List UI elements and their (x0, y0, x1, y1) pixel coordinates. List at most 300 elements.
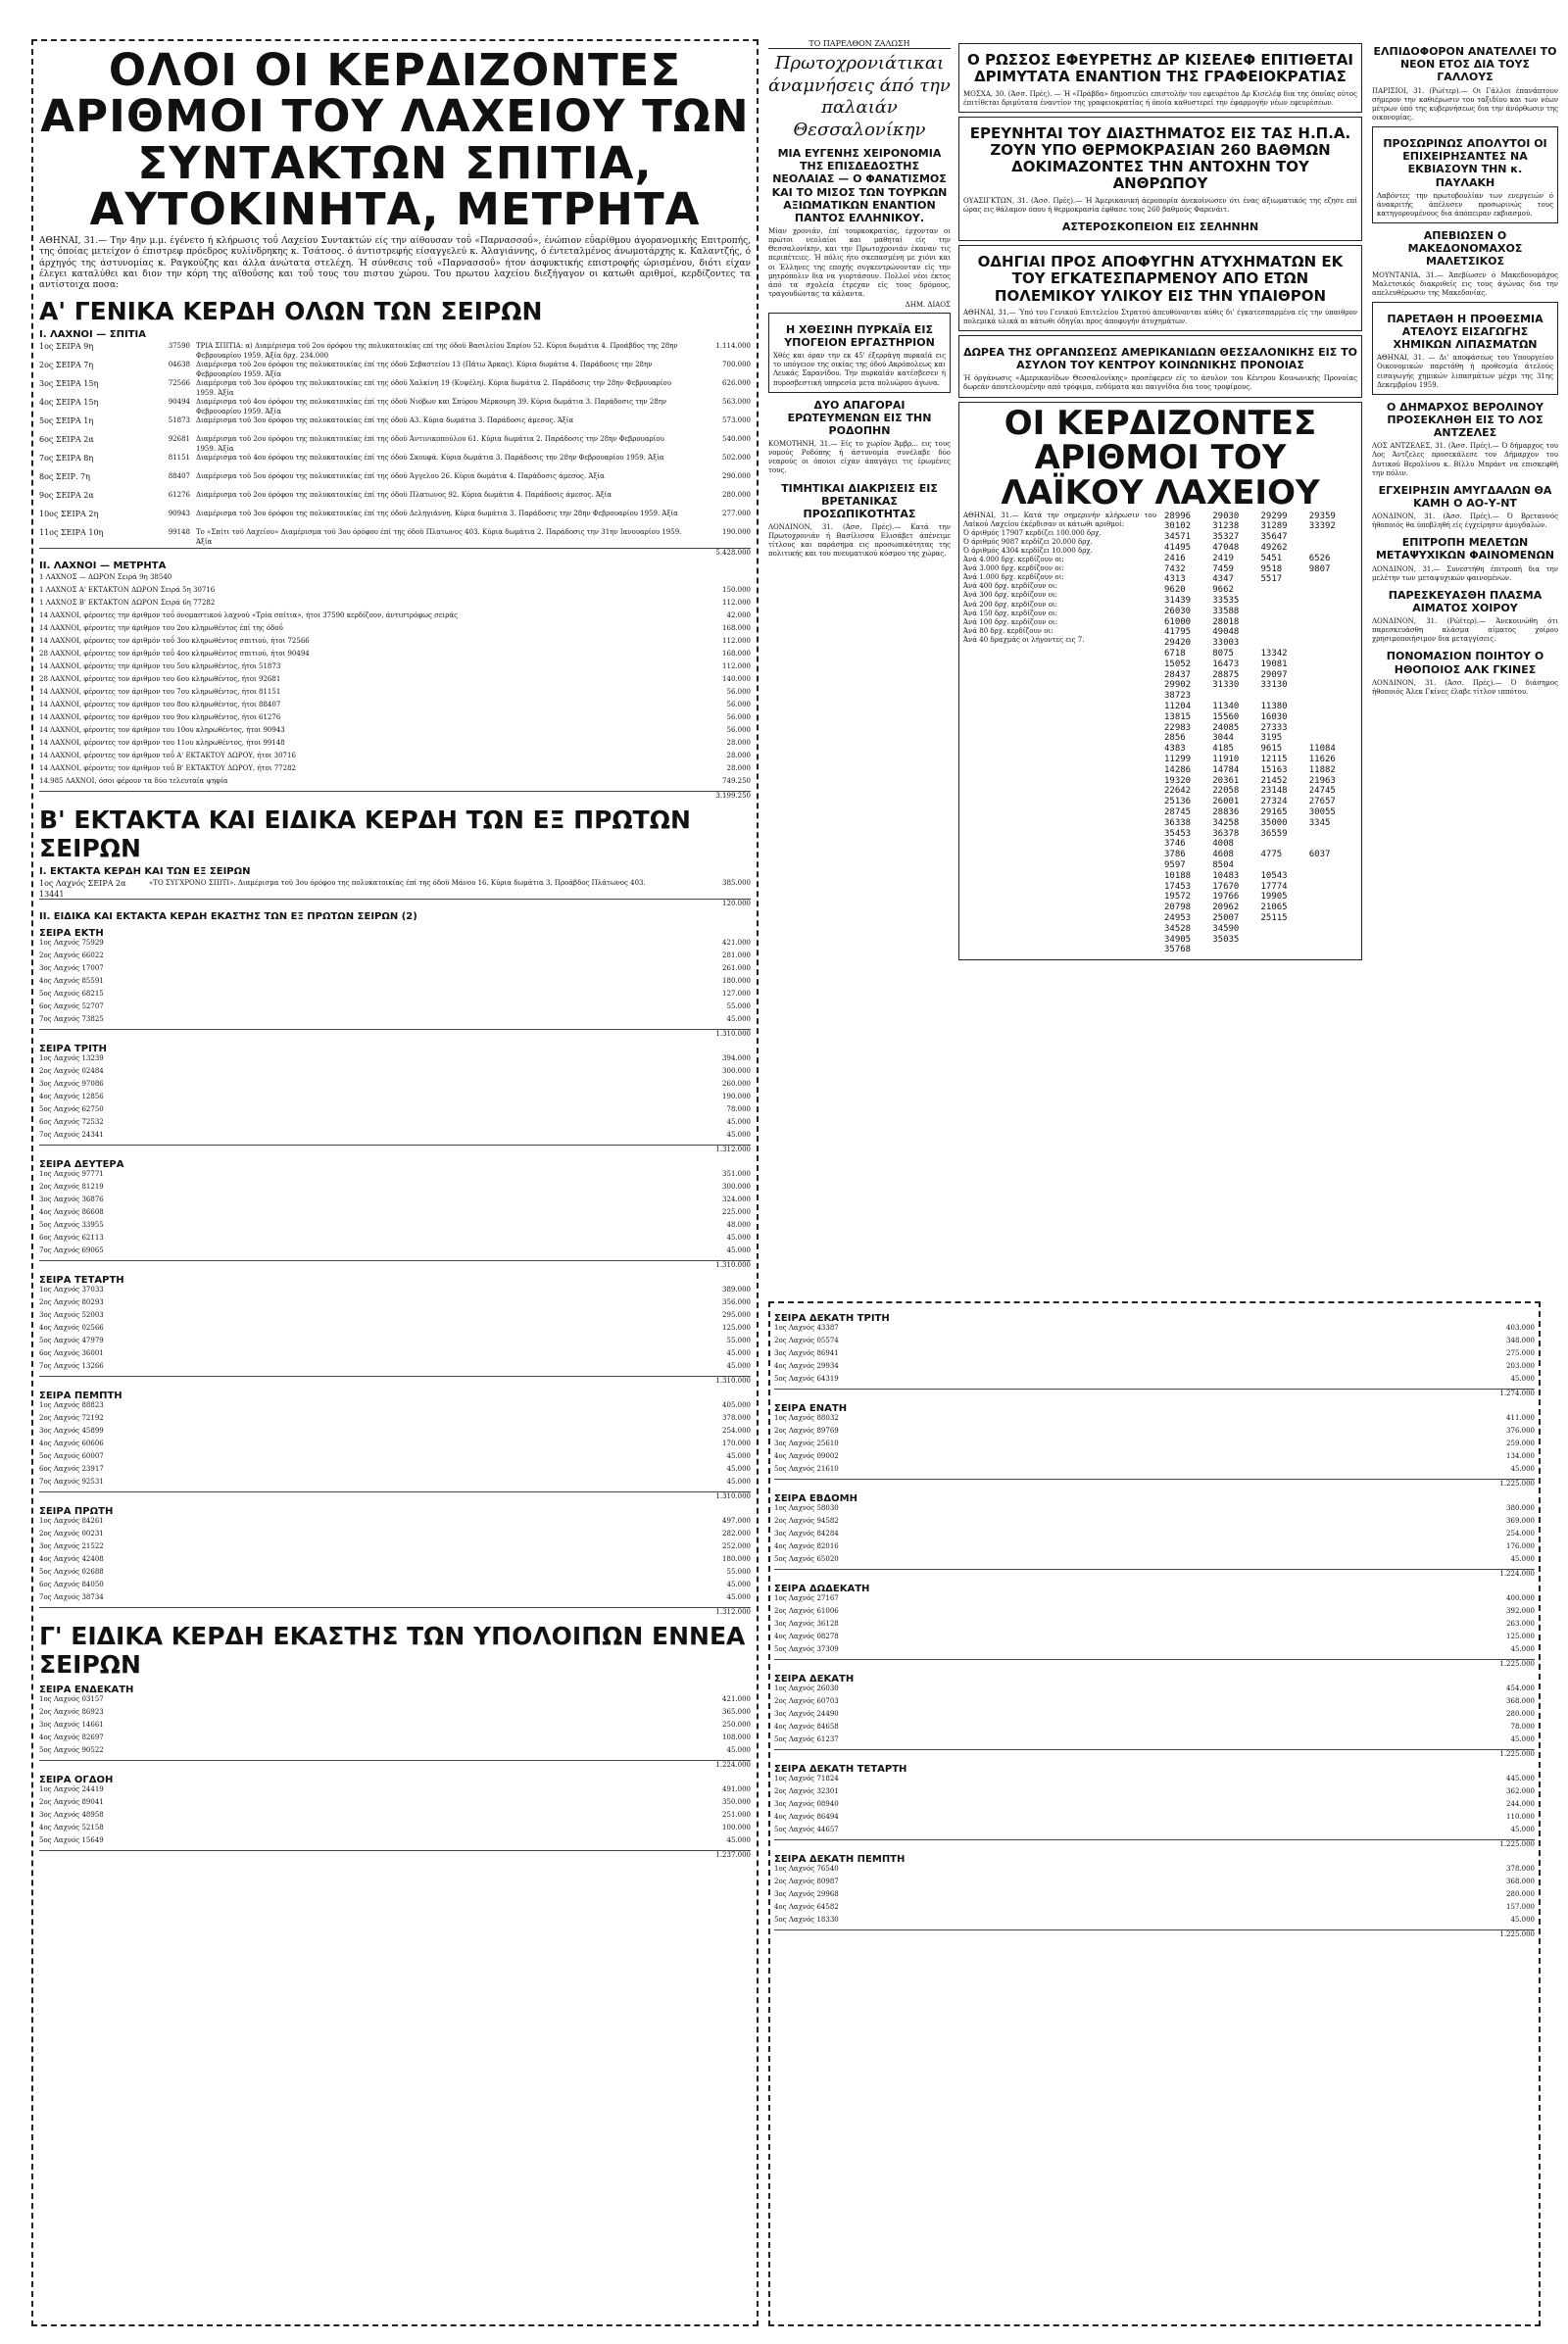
winning-number: 20798 (1164, 903, 1192, 913)
series-ticket: 7ος Λαχνός 38734 (39, 1593, 104, 1602)
series-amount: 368.000 (1506, 1697, 1535, 1705)
cash-prize-row (39, 777, 751, 790)
series-row (39, 1324, 751, 1337)
series-ticket: 2ος Λαχνός 72192 (39, 1414, 104, 1423)
prize-rank: 5ος ΣΕΙΡΑ 1η (39, 416, 94, 426)
cash-prize-desc: 1 ΛΑΧΝΟΣ — ΔΩΡΟΝ Σειρά 9η 38540 (39, 573, 172, 582)
lead-paragraph: ΑΘΗΝΑΙ, 31.— Την 4ην μ.μ. έγένετο ή κλήρωσις τοΰ Λαχείου Συντακτών είς την αίθουσαν τοΰ «Παρνασσοΰ», ένώπιον εΰαρίθμου άγορανομικής Επιτροπής, της όποίας μετείχον ό έπιστρεφ πρόεδρος κυλίνδρηκης κ. Τσάτσος. ό άντιστρεφής είσαγγελεύ κ. Άλαγιάννης, ό έντεταλμένος άνωμοτάρχης κ. Καλαντζής, ό άρχηγός της άστυνομίας κ. Ραγκούζης και άλλα άνώτατα στελέχη. Ή σύνθεσις τοΰ «Παρνασσοΰ» ήτον άσφυκτικής επιστροφής ώρισμένου, διότι είχαν έλεγει καταλύθει και διον την κόρη της αϊθοΰσης και τοΰ τους του πιστου χώρου. Του πρωτου λαχείου διεξήγαγον οι κατωθι αριθμοί, κερδίζοντες τα αντίστοιχα ποσα: (39, 236, 751, 290)
winning-number (1261, 596, 1309, 607)
space-headline: ΕΡΕΥΝΗΤΑΙ ΤΟΥ ΔΙΑΣΤΗΜΑΤΟΣ ΕΙΣ ΤΑΣ Η.Π.Α. ΖΟΥΝ ΥΠΟ ΘΕΡΜΟΚΡΑΣΙΑΝ 260 ΒΑΘΜΩΝ ΔΟΚΙΜΑΖΟΝΤΕΣ ΤΗΝ ΑΝΤΟΧΗΝ ΤΟΥ ΑΝΘΡΩΠΟΥ (969, 123, 1351, 193)
series-amount: 108.000 (722, 1734, 751, 1742)
prize-rank: 2ος ΣΕΙΡΑ 7η (39, 361, 94, 370)
winning-number (1261, 839, 1309, 850)
donation-article (958, 335, 1362, 398)
series-heading: ΣΕΙΡΑ ΔΕΚΑΤΗ ΤΡΙΤΗ (774, 1313, 890, 1324)
prize-description: Διαμέρισμα τοΰ 4ου όρόφου της πολυκατοικίας έπί της όδοΰ Σκουφά. Κύρια δωμάτια 3. Παράδοσις την 28ην Φεβρουαρίου 1959. Άξία (196, 454, 664, 463)
winning-number: 4608 (1212, 850, 1234, 860)
winning-number (1309, 882, 1357, 893)
series-row (39, 1337, 751, 1349)
series-ticket: 2ος Λαχνός 89041 (39, 1798, 104, 1807)
prize-amount: 190.000 (722, 528, 751, 537)
series-amount: 100.000 (722, 1824, 751, 1832)
cash-prize-desc: 14 ΛΑΧΝΟΙ, φέροντες τον άριθμον του 10ου κληρωθέντος, ήτοι 90943 (39, 726, 285, 735)
series-block (39, 1044, 751, 1153)
winning-number: 9662 (1212, 585, 1234, 596)
series-amount: 45.000 (1510, 1465, 1535, 1473)
winning-number: 3044 (1212, 733, 1234, 744)
series-row (39, 1746, 751, 1759)
winning-number (1261, 607, 1309, 617)
winning-number (1309, 903, 1357, 913)
series-block (774, 1313, 1535, 1397)
series-amount: 45.000 (726, 1478, 751, 1487)
cash-prize-amount: 28.000 (726, 739, 751, 748)
series-row (39, 1349, 751, 1362)
winning-number (1309, 659, 1357, 670)
series-ticket: 6ος Λαχνός 84050 (39, 1581, 104, 1589)
series-row (39, 1105, 751, 1118)
series-ticket: 7ος Λαχνός 92531 (39, 1478, 104, 1487)
series-ticket: 3ος Λαχνός 25610 (774, 1440, 839, 1447)
winning-number (1309, 839, 1357, 850)
cash-prize-row (39, 624, 751, 637)
series-ticket: 5ος Λαχνός 60007 (39, 1452, 104, 1461)
prize-amount: 1.114.000 (715, 342, 751, 351)
series-ticket: 2ος Λαχνός 00231 (39, 1530, 104, 1538)
series-row (774, 1349, 1535, 1362)
series-ticket: 2ος Λαχνός 60703 (774, 1697, 839, 1705)
winning-number: 24085 (1212, 722, 1240, 733)
series-row (774, 1878, 1535, 1890)
lottery-results-column (31, 39, 759, 2326)
series-ticket: 4ος Λαχνός 52158 (39, 1824, 104, 1832)
news-column (958, 39, 1362, 1284)
series-ticket: 4ος Λαχνός 64582 (774, 1903, 839, 1911)
series-row (774, 1787, 1535, 1800)
prize-line: Άνά 3.000 δρχ. κερδίζουν οι: (963, 564, 1064, 573)
cash-prize-row (39, 662, 751, 675)
cash-prize-amount: 56.000 (726, 713, 751, 722)
series-ticket: 5ος Λαχνός 68215 (39, 990, 104, 999)
tonsil-headline: ΕΓΧΕΙΡΗΣΙΝ ΑΜΥΓΔΑΛΩΝ ΘΑ ΚΑΜΗ Ο ΑΟ-Υ-ΝΤ (1378, 483, 1552, 510)
prize-description: Διαμέρισμα τοΰ 4ου όρόφου της πολυκατοικίας έπί της όδοΰ Νιόβων και Σπύρου Μέρκουρη 39. Κύρια δωμάτια 3. Παράδοσις την 28ην Φεβρουαρίου 1959. Άξία (196, 398, 667, 415)
fire-body: Χθές και όραν την εκ 45' έξερράγη πυρκαϊά εις το υπόγειον της οικίας της όδού Ακρόπολεως και Λευκάς Σαρανίδου. Την πυρκαϊάν κατέσβεσεν ή πυροσβεστική υπηρεσία μετα πολυώρου άγωνα. (773, 352, 946, 387)
series-row (39, 1311, 751, 1324)
series-ticket: 7ος Λαχνός 13266 (39, 1362, 104, 1371)
series-amount: 225.000 (722, 1208, 751, 1217)
series-ticket: 5ος Λαχνός 18330 (774, 1916, 839, 1924)
series-row (774, 1414, 1535, 1427)
series-row (774, 1723, 1535, 1735)
series-row (39, 1478, 751, 1490)
winning-number: 27324 (1260, 797, 1288, 807)
house-prize-row (39, 342, 751, 361)
series-amount: 45.000 (726, 1746, 751, 1755)
house-prize-row (39, 361, 751, 379)
series-total: 1.224.000 (39, 1760, 751, 1769)
space-article (958, 117, 1362, 241)
winning-number (1309, 574, 1357, 585)
winning-number: 31439 (1164, 596, 1192, 606)
prize-text-column (963, 512, 1156, 955)
winning-number: 6037 (1308, 850, 1331, 860)
series-row (774, 1697, 1535, 1710)
winning-number: 29359 (1308, 511, 1336, 521)
house-prizes-list (39, 342, 751, 547)
honours-headline: ΤΙΜΗΤΙΚΑΙ ΔΙΑΚΡΙΣΕΙΣ ΕΙΣ ΒΡΕΤΑΝΙΚΑΣ ΠΡΟΣΩΠΙΚΟΤΗΤΑΣ (781, 481, 938, 520)
winning-number: 11380 (1260, 701, 1288, 711)
winning-number: 49048 (1212, 627, 1240, 638)
prize-description: Διαμέρισμα τοΰ 3ου όρόφου της πολυκατοικίας έπί της όδοΰ Δεληγιάννη. Κύρια δωμάτια 3. Παράδοσις την 28ην Φεβρουαρίου 1959. Άξία (196, 510, 678, 518)
series-amount: 45.000 (726, 1465, 751, 1474)
series-amount: 300.000 (722, 1183, 751, 1192)
obituary-body: ΜΟΥΝΤΑΝΙΑ, 31.— Άπεβίωσεν ό Μακεδονομάχος Μαλετσικός διακριθείς εις τους άγώνας δια την απελευθέρωσιν της Μακεδονίας. (1372, 270, 1558, 297)
series-amount: 275.000 (1506, 1349, 1535, 1357)
winning-number (1309, 638, 1357, 649)
prize-line: Άνά 100 δρχ. κερδίζουν οι: (963, 617, 1058, 626)
abduction-headline: ΔΥΟ ΑΠΑΓΟΡΑΙ ΕΡΩΤΕΥΜΕΝΩΝ ΕΙΣ ΤΗΝ ΡΟΔΟΠΗΝ (787, 398, 932, 437)
series-total: 1.310.000 (39, 1376, 751, 1385)
cash-prize-row (39, 650, 751, 662)
series-amount: 127.000 (722, 990, 751, 999)
winning-number: 29299 (1260, 511, 1288, 521)
cash-prize-desc: 28 ΛΑΧΝΟΙ, φέροντες τον άριθμον του 6ου κληρωθέντος, ήτοι 92681 (39, 675, 281, 684)
series-row (39, 1452, 751, 1465)
series-ticket: 5ος Λαχνός 33955 (39, 1221, 104, 1230)
prize-amount: 280.000 (722, 491, 751, 500)
prize-line: Ό άριθμός 17907 κερδίζει 100.000 δρχ. (963, 528, 1102, 537)
winning-number: 15163 (1260, 764, 1288, 775)
series-ticket: 1ος Λαχνός 13239 (39, 1054, 104, 1063)
winning-number: 33392 (1308, 521, 1336, 532)
series-row (774, 1710, 1535, 1723)
series-total: 1.312.000 (39, 1607, 751, 1616)
guinness-headline: ΠΟΝΟΜΑΣΙΟΝ ΠΟΙΗΤΟΥ Ο ΗΘΟΠΟΙΟΣ ΑΛΚ ΓΚΙΝΕΣ (1386, 650, 1544, 676)
series-block (774, 1674, 1535, 1758)
winning-number: 5517 (1260, 574, 1283, 585)
winning-number: 6718 (1164, 648, 1186, 659)
series-amount: 403.000 (1506, 1324, 1535, 1332)
series-ticket: 3ος Λαχνός 29968 (774, 1890, 839, 1898)
series-ticket: 3ος Λαχνός 36876 (39, 1196, 104, 1204)
section-a-title: Α' ΓΕΝΙΚΑ ΚΕΡΔΗ ΟΛΩΝ ΤΩΝ ΣΕΙΡΩΝ (39, 297, 543, 326)
series-amount: 157.000 (1506, 1903, 1535, 1911)
series-row (774, 1620, 1535, 1633)
series-row (39, 1183, 751, 1196)
remaining-series-list (774, 1313, 1535, 1938)
winning-number (1261, 924, 1309, 935)
series-amount: 280.000 (1506, 1890, 1535, 1898)
series-ticket: 3ος Λαχνός 08940 (774, 1800, 839, 1808)
cash-prize-row (39, 739, 751, 752)
winning-number: 27333 (1260, 722, 1288, 733)
winning-number: 8075 (1212, 648, 1234, 659)
winning-number: 10483 (1212, 870, 1240, 881)
house-prize-row (39, 491, 751, 510)
series-amount: 252.000 (722, 1542, 751, 1551)
prize-line: Άνά 1.000 δρχ. κερδίζουν οι: (963, 573, 1064, 582)
series-ticket: 7ος Λαχνός 73825 (39, 1015, 104, 1024)
winning-number (1309, 691, 1357, 702)
series-row (39, 952, 751, 964)
series-amount: 260.000 (722, 1080, 751, 1089)
winning-number (1309, 617, 1357, 628)
series-row (39, 939, 751, 952)
series-amount: 180.000 (722, 977, 751, 986)
series-amount: 389.000 (722, 1286, 751, 1294)
cash-prizes-list (39, 573, 751, 790)
winning-number: 19320 (1164, 775, 1192, 786)
winning-number: 31289 (1260, 521, 1288, 532)
winning-number (1309, 723, 1357, 734)
winning-number: 4347 (1212, 574, 1234, 585)
winning-number: 11299 (1164, 754, 1192, 764)
series-amount: 411.000 (1506, 1414, 1535, 1422)
house-prize-row (39, 398, 751, 416)
cash-prize-amount: 168.000 (722, 650, 751, 659)
series-row (774, 1800, 1535, 1813)
winning-number: 38723 (1164, 691, 1192, 702)
series-row (774, 1427, 1535, 1440)
series-total: 1.225.000 (774, 1839, 1535, 1848)
prize-amount: 700.000 (722, 361, 751, 369)
winning-number (1309, 627, 1357, 638)
series-ticket: 4ος Λαχνός 09002 (774, 1452, 839, 1460)
prize-rank: 8ος ΣΕΙΡ. 7η (39, 472, 90, 482)
winning-number: 29165 (1260, 806, 1288, 817)
series-row (39, 1721, 751, 1734)
series-amount: 251.000 (722, 1811, 751, 1820)
cash-prize-amount: 150.000 (722, 586, 751, 595)
series-amount: 491.000 (722, 1785, 751, 1794)
winning-number: 3786 (1164, 850, 1186, 860)
series-heading: ΣΕΙΡΑ ΕΚΤΗ (39, 928, 104, 940)
series-ticket: 2ος Λαχνός 61006 (774, 1607, 839, 1615)
tonsil-body: ΛΟΝΔΙΝΟΝ, 31. (Άσσ. Πρές).— Ό Βρεταννός ήθοποιός θα ύποβληθή είς έγχείρησιν άμυγδαλών. (1372, 513, 1558, 530)
series-amount: 380.000 (1506, 1504, 1535, 1512)
prize-description: Διαμέρισμα τοΰ 5ου όρόφου της πολυκατοικίας έπί της όδοΰ Άγγελου 26. Κύρια δωμάτια 4. Παράδοσις άμεσος. Άξία (196, 472, 605, 481)
series-row (39, 1440, 751, 1452)
prize-line: Άνά 4.000 δρχ. κερδίζουν οι: (963, 556, 1064, 564)
series-ticket: 1ος Λαχνός 71824 (774, 1775, 839, 1782)
series-block (39, 928, 751, 1038)
house-prize-row (39, 528, 751, 547)
series-ticket: 1ος Λαχνός 75929 (39, 939, 104, 948)
winning-number: 21065 (1260, 903, 1288, 913)
series-amount: 378.000 (1506, 1865, 1535, 1873)
series-ticket: 1ος Λαχνός 88032 (774, 1414, 839, 1422)
abduction-body: ΚΟΜΟΤΗΝΗ, 31.— Είς το χωρίον Άμβρ... εις τους νομούς Ροδόπης ή άστυνομία συνέλαβε δύο νεαρούς οι όποιοι είχαν άπαγάγει τις έρωμένες τους. (768, 440, 951, 475)
series-amount: 134.000 (1506, 1452, 1535, 1460)
series-amount: 351.000 (722, 1170, 751, 1179)
berlin-headline: Ο ΔΗΜΑΡΧΟΣ ΒΕΡΟΛΙΝΟΥ ΠΡΟΣΕΚΛΗΘΗ ΕΙΣ ΤΟ ΛΟΣ ΑΝΤΖΕΛΕΣ (1386, 400, 1544, 440)
series-ticket: 5ος Λαχνός 21610 (774, 1465, 839, 1473)
winning-number: 34590 (1212, 923, 1240, 934)
winning-number: 13342 (1260, 648, 1288, 659)
series-amount: 348.000 (1506, 1337, 1535, 1344)
ticket-number: 99148 (168, 528, 190, 537)
winning-number: 4383 (1164, 744, 1186, 755)
series-amount: 55.000 (726, 1568, 751, 1577)
winning-number: 28745 (1164, 806, 1192, 817)
series-heading: ΣΕΙΡΑ ΤΕΤΑΡΤΗ (39, 1275, 124, 1287)
series-total: 1.310.000 (39, 1491, 751, 1500)
series-row (39, 1734, 751, 1746)
series-row (39, 1362, 751, 1375)
series-row (39, 1002, 751, 1015)
winning-number (1309, 924, 1357, 935)
series-row (39, 1208, 751, 1221)
series-heading: ΣΕΙΡΑ ΔΩΔΕΚΑΤΗ (774, 1584, 870, 1594)
section-b2-title: ΙΙ. ΕΙΔΙΚΑ ΚΑΙ ΕΚΤΑΚΤΑ ΚΕΡΔΗ ΕΚΑΣΤΗΣ ΤΩΝ ΕΞ ΠΡΩΤΩΝ ΣΕΙΡΩΝ (2) (39, 911, 417, 923)
popular-lottery-article (958, 402, 1362, 961)
series-heading: ΣΕΙΡΑ ΕΒΔΟΜΗ (774, 1493, 858, 1504)
winning-number (1309, 860, 1357, 871)
ticket-number: 61276 (168, 491, 190, 500)
series-amount: 45.000 (726, 1118, 751, 1127)
series-amount: 78.000 (726, 1105, 751, 1114)
winning-number: 29420 (1164, 638, 1192, 649)
series-amount: 170.000 (722, 1440, 751, 1448)
series-ticket: 4ος Λαχνός 85591 (39, 977, 104, 986)
series-row (39, 1811, 751, 1824)
series-amount: 362.000 (1506, 1787, 1535, 1795)
series-amount: 45.000 (726, 1836, 751, 1845)
series-amount: 45.000 (726, 1452, 751, 1461)
popular-lottery-intro: ΑΘΗΝΑΙ, 31.— Κατά την σημερινήν κλήρωσιν του Λαϊκού Λαχείου έκέρδισαν οι κάτωθι αριθμοί: (963, 511, 1156, 528)
series-ticket: 3ος Λαχνός 84284 (774, 1530, 839, 1538)
series-ticket: 4ος Λαχνός 12856 (39, 1093, 104, 1101)
series-amount: 392.000 (1506, 1607, 1535, 1615)
series-row (39, 1131, 751, 1144)
winning-number: 34528 (1164, 923, 1192, 934)
series-ticket: 5ος Λαχνός 15649 (39, 1836, 104, 1845)
winning-number: 4313 (1164, 574, 1186, 585)
winning-number: 17670 (1212, 881, 1240, 892)
munitions-headline: ΟΔΗΓΙΑΙ ΠΡΟΣ ΑΠΟΦΥΓΗΝ ΑΤΥΧΗΜΑΤΩΝ ΕΚ ΤΟΥ ΕΓΚΑΤΕΣΠΑΡΜΕΝΟΥ ΑΠΟ ΕΤΩΝ ΠΟΛΕΜΙΚΟΥ ΥΛΙΚΟΥ ΕΙΣ ΤΗΝ ΥΠΑΙΘΡΟΝ (977, 253, 1344, 305)
series-amount: 369.000 (1506, 1517, 1535, 1525)
series-block (774, 1854, 1535, 1938)
prize-description: Διαμέρισμα τοΰ 2ου όρόφου της πολυκατοικίας έπί της όδοΰ Άντινικοπούλου 61. Κύρια δωμάτια 2. Παράδοσις την 28ην Φεβρουαρίου 1959. Άξία (196, 435, 664, 453)
ticket-number: 88407 (168, 472, 190, 481)
series-ticket: 2ος Λαχνός 05574 (774, 1337, 839, 1344)
obituary-headline: ΑΠΕΒΙΩΣΕΝ Ο ΜΑΚΕΔΟΝΟΜΑΧΟΣ ΜΑΛΕΤΣΙΚΟΣ (1407, 228, 1523, 269)
winning-number (1261, 638, 1309, 649)
series-row (39, 1093, 751, 1105)
section-b1-title: Ι. ΕΚΤΑΚΤΑ ΚΕΡΔΗ ΚΑΙ ΤΩΝ ΕΞ ΣΕΙΡΩΝ (39, 866, 251, 878)
winning-number: 30055 (1308, 806, 1336, 817)
cash-prize-desc: 14 ΛΑΧΝΟΙ, φέροντες τον άριθμον του 9ου κληρωθέντος, ήτοι 61276 (39, 713, 281, 722)
house-prize-row (39, 435, 751, 454)
winning-number: 10188 (1164, 870, 1192, 881)
fertilizer-article (1372, 302, 1558, 395)
cash-prize-row (39, 764, 751, 777)
series-amount: 250.000 (722, 1721, 751, 1730)
prize-rank: 3ος ΣΕΙΡΑ 15η (39, 379, 99, 389)
series-row (39, 1785, 751, 1798)
winning-number: 19905 (1260, 892, 1288, 903)
section-a2-title: ΙΙ. ΛΑΧΝΟΙ — ΜΕΤΡΗΤΑ (39, 561, 167, 572)
series-total: 1.225.000 (774, 1479, 1535, 1488)
cash-prize-amount: 42.000 (726, 611, 751, 620)
series-c-list (39, 1685, 751, 1859)
series-total: 1.310.000 (39, 1029, 751, 1038)
winning-number (1261, 691, 1309, 702)
cash-prize-row (39, 675, 751, 688)
series-amount: 45.000 (726, 1349, 751, 1358)
winning-number (1309, 543, 1357, 554)
winning-number (1309, 712, 1357, 723)
series-total: 1.224.000 (774, 1569, 1535, 1578)
winning-number: 34905 (1164, 934, 1192, 945)
series-row (774, 1542, 1535, 1555)
house-prize-row (39, 379, 751, 398)
winning-number (1309, 670, 1357, 681)
series-ticket: 1ος Λαχνός 03157 (39, 1695, 104, 1704)
series-row (774, 1890, 1535, 1903)
series-row (39, 1170, 751, 1183)
series-block (39, 1275, 751, 1385)
winning-number: 19572 (1164, 892, 1192, 903)
series-heading: ΣΕΙΡΑ ΠΡΩΤΗ (39, 1506, 114, 1518)
prize-rank: 1ος ΣΕΙΡΑ 9η (39, 342, 94, 352)
series-total: 1.310.000 (39, 1260, 751, 1269)
kiselev-body: ΜΟΣΧΑ, 30. (Άσσ. Πρές). — Ή «Πράβδα» δημοσιεύει επιστολήν του εφευρέτου Δρ Κισελέφ δια της όποίας ούτος έπιτίθεται δριμύτατα έναντίον της γραφειοκρατίας ή όποία καθυστερεί την έφαρμογήν νέων εφευρέσεων. (963, 89, 1357, 107)
series-amount: 45.000 (1510, 1735, 1535, 1743)
prize-description: Διαμέρισμα τοΰ 2ου όρόφου της πολυκατοικίας έπί της όδοΰ Πλατωνος 92. Κύρια δωμάτια 4. Παράδοσις άμεσος. Άξία (196, 491, 612, 500)
munitions-body: ΑΘΗΝΑΙ, 31.— Ύπό του Γενικού Επιτελείου Στρατού άπευθύνονται αύθις δι' έγκατεσπαρμένα είς την ύπαιθρον πολεμικά υλικά αι κάτωθι όδηγίαι προς άποφυγήν άτυχημάτων. (963, 308, 1357, 325)
series-row (39, 1593, 751, 1606)
series-ticket: 1ος Λαχνός 27167 (774, 1594, 839, 1602)
series-heading: ΣΕΙΡΑ ΕΝΔΕΚΑΤΗ (39, 1685, 134, 1696)
series-ticket: 2ος Λαχνός 02484 (39, 1067, 104, 1076)
series-ticket: 2ος Λαχνός 80987 (774, 1878, 839, 1885)
series-row (774, 1645, 1535, 1658)
prize-line: Άνά 400 δρχ. κερδίζουν οι: (963, 582, 1058, 591)
series-row (774, 1813, 1535, 1826)
fire-headline: Η ΧΘΕΣΙΝΗ ΠΥΡΚΑΪΑ ΕΙΣ ΥΠΟΓΕΙΟΝ ΕΡΓΑΣΤΗΡΙΟΝ (784, 322, 935, 350)
series-ticket: 2ος Λαχνός 81219 (39, 1183, 104, 1192)
winning-number: 17774 (1260, 881, 1288, 892)
prize-line: Άνά 200 δρχ. κερδίζουν οι: (963, 600, 1058, 609)
series-row (39, 1118, 751, 1131)
winning-number (1309, 913, 1357, 924)
series-ticket: 1ος Λαχνός 24419 (39, 1785, 104, 1794)
series-row (39, 1221, 751, 1234)
subtotal-a2: 3.199.250 (39, 791, 751, 800)
prize-amount: 626.000 (722, 379, 751, 388)
winning-number (1309, 871, 1357, 882)
series-block (39, 1506, 751, 1616)
series-amount: 263.000 (1506, 1620, 1535, 1628)
cash-prize-amount: 112.000 (722, 637, 751, 646)
winning-number: 4008 (1212, 839, 1234, 850)
cash-prize-desc: 28 ΛΑΧΝΟΙ, φέροντες τον άριθμόν τοΰ 4ου κληρωθέντος σπιτιού, ήτοι 90494 (39, 650, 310, 659)
series-b-list (39, 928, 751, 1616)
series-amount: 445.000 (1506, 1775, 1535, 1782)
winning-number: 31330 (1212, 680, 1240, 691)
observatory-headline: ΑΣΤΕΡΟΣΚΟΠΕΙΟΝ ΕΙΣ ΣΕΛΗΝΗΝ (1061, 220, 1259, 233)
series-row (774, 1375, 1535, 1388)
prize-description: ΤΡΙΑ ΣΠΙΤΙΑ: α) Διαμέρισμα τοΰ 2ου όρόφου της πολυκατοικίας επί της όδοΰ Βασιλείου Σαρίου 52. Κύρια δωμάτια 4. Προάβδος της 28ην Φεβρουαρίου 1959. Άξία δρχ. 234.000 (196, 342, 678, 360)
series-row (39, 1298, 751, 1311)
cash-prize-desc: 14 ΛΑΧΝΟΙ, φέροντες την άριθμον του 5ου κληρωθέντος, ήτοι 51873 (39, 662, 281, 671)
series-ticket: 3ος Λαχνός 36128 (774, 1620, 839, 1628)
winning-number: 29902 (1164, 680, 1192, 691)
cash-prize-desc: 14 ΛΑΧΝΟΙ, φέροντες τον άριθμον τοΰ Β' ΕΚΤΑΚΤΟΥ ΔΩΡΟΥ, ήτοι 77282 (39, 764, 296, 773)
series-ticket: 2ος Λαχνός 66022 (39, 952, 104, 960)
prize-amount: 277.000 (722, 510, 751, 518)
